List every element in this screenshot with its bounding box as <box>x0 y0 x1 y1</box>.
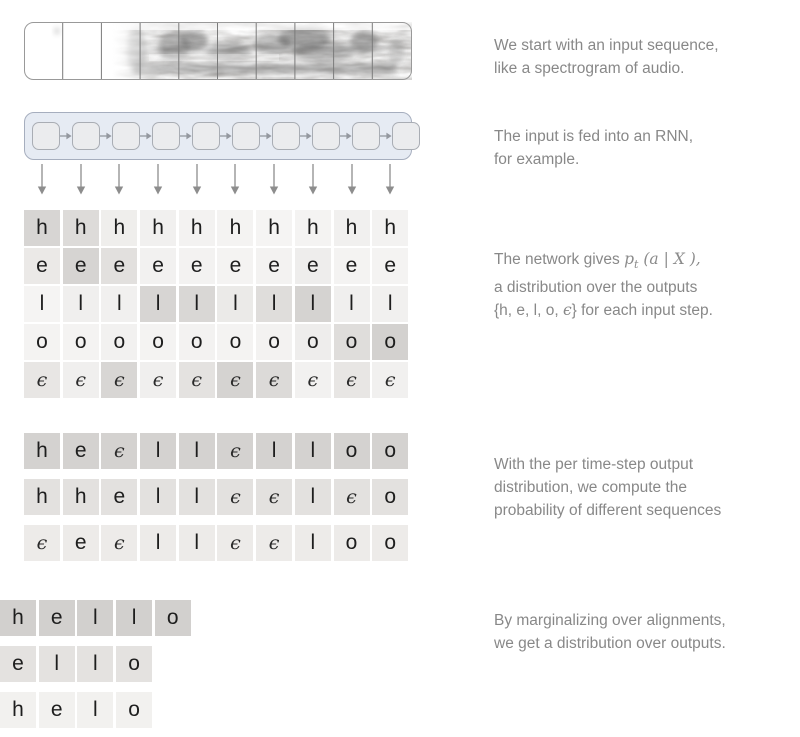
right-arrow-icon <box>140 131 152 141</box>
grid-cell-l: l <box>63 286 99 322</box>
grid-cell-o: o <box>63 324 99 360</box>
down-arrow <box>63 164 99 195</box>
rnn-container <box>24 112 412 160</box>
grid-cell-l: l <box>179 479 215 515</box>
grid-cell-epsilon: ϵ <box>256 479 292 515</box>
grid-cell-e: e <box>63 433 99 469</box>
right-arrow-icon <box>180 131 192 141</box>
grid-cell-l: l <box>334 286 370 322</box>
grid-cell-l: l <box>77 646 113 682</box>
grid-cell-h: h <box>140 210 176 246</box>
output-row-hello <box>0 600 191 636</box>
alignment-row-3 <box>24 525 408 561</box>
caption-line: probability of different sequences <box>494 502 722 519</box>
caption-line: a distribution over the outputs <box>494 279 698 297</box>
spectrogram-strip <box>24 22 412 80</box>
down-arrow-icon <box>229 164 241 195</box>
distribution-grid <box>24 210 408 398</box>
grid-cell-epsilon: ϵ <box>101 433 137 469</box>
grid-cell-h: h <box>24 210 60 246</box>
down-arrow <box>24 164 60 195</box>
down-arrow-icon <box>191 164 203 195</box>
grid-cell-o: o <box>101 324 137 360</box>
right-arrow-icon <box>380 131 392 141</box>
grid-cell-e: e <box>372 248 408 284</box>
down-arrow <box>334 164 370 195</box>
grid-cell-epsilon: ϵ <box>217 362 253 398</box>
grid-cell-h: h <box>372 210 408 246</box>
down-arrow-icon <box>113 164 125 195</box>
grid-cell-e: e <box>179 248 215 284</box>
distribution-row-h <box>24 210 408 246</box>
right-arrow-icon <box>340 131 352 141</box>
grid-cell-epsilon: ϵ <box>101 525 137 561</box>
down-arrow-icon <box>36 164 48 195</box>
grid-cell-epsilon: ϵ <box>217 433 253 469</box>
down-arrow <box>295 164 331 195</box>
grid-cell-o: o <box>217 324 253 360</box>
caption-line: we get a distribution over outputs. <box>494 635 726 652</box>
grid-cell-h: h <box>0 600 36 636</box>
right-arrow-icon <box>60 131 72 141</box>
grid-cell-o: o <box>24 324 60 360</box>
grid-cell-epsilon: ϵ <box>140 362 176 398</box>
down-arrow <box>256 164 292 195</box>
grid-cell-l: l <box>140 525 176 561</box>
grid-cell-l: l <box>295 433 331 469</box>
grid-cell-l: l <box>140 479 176 515</box>
epsilon-glyph: ϵ <box>562 301 572 320</box>
distribution-row-epsilon <box>24 362 408 398</box>
grid-cell-l: l <box>77 600 113 636</box>
down-arrows <box>24 164 408 195</box>
grid-cell-o: o <box>140 324 176 360</box>
grid-cell-h: h <box>0 692 36 728</box>
grid-cell-o: o <box>334 324 370 360</box>
down-arrow-icon <box>384 164 396 195</box>
rnn-cell <box>192 122 220 150</box>
right-arrow-icon <box>300 131 312 141</box>
output-row-ello <box>0 646 152 682</box>
grid-cell-epsilon: ϵ <box>217 525 253 561</box>
caption-sequences <box>494 453 794 522</box>
down-arrow <box>140 164 176 195</box>
down-arrow-icon <box>152 164 164 195</box>
grid-cell-h: h <box>63 479 99 515</box>
right-arrow-icon <box>220 131 232 141</box>
grid-cell-h: h <box>334 210 370 246</box>
caption-line: With the per time-step output <box>494 456 694 473</box>
down-arrow-icon <box>346 164 358 195</box>
caption-input <box>494 34 794 80</box>
grid-cell-epsilon: ϵ <box>179 362 215 398</box>
caption-line: By marginalizing over alignments, <box>494 612 726 629</box>
caption-distribution <box>494 248 794 322</box>
grid-cell-epsilon: ϵ <box>63 362 99 398</box>
grid-cell-l: l <box>39 646 75 682</box>
grid-cell-epsilon: ϵ <box>256 362 292 398</box>
right-arrow-icon <box>100 131 112 141</box>
grid-cell-o: o <box>116 692 152 728</box>
grid-cell-l: l <box>295 479 331 515</box>
right-arrow-icon <box>260 131 272 141</box>
grid-cell-h: h <box>179 210 215 246</box>
grid-cell-h: h <box>101 210 137 246</box>
caption-line: distribution, we compute the <box>494 479 687 496</box>
rnn-cell <box>72 122 100 150</box>
caption-line: for example. <box>494 151 580 168</box>
grid-cell-e: e <box>63 525 99 561</box>
grid-cell-l: l <box>217 286 253 322</box>
spectrogram-noise <box>114 22 412 76</box>
caption-line: The input is fed into an RNN, <box>494 128 694 145</box>
grid-cell-epsilon: ϵ <box>256 525 292 561</box>
grid-cell-l: l <box>256 433 292 469</box>
rnn-cell <box>272 122 300 150</box>
rnn-cell <box>152 122 180 150</box>
grid-cell-e: e <box>217 248 253 284</box>
grid-cell-epsilon: ϵ <box>334 362 370 398</box>
grid-cell-epsilon: ϵ <box>24 362 60 398</box>
grid-cell-l: l <box>372 286 408 322</box>
down-arrow <box>217 164 253 195</box>
grid-cell-h: h <box>295 210 331 246</box>
down-arrow <box>372 164 408 195</box>
down-arrow <box>179 164 215 195</box>
grid-cell-o: o <box>372 525 408 561</box>
grid-cell-e: e <box>0 646 36 682</box>
grid-cell-l: l <box>179 525 215 561</box>
grid-cell-h: h <box>256 210 292 246</box>
output-row-helo <box>0 692 152 728</box>
grid-cell-h: h <box>217 210 253 246</box>
down-arrow <box>101 164 137 195</box>
grid-cell-e: e <box>39 692 75 728</box>
grid-cell-epsilon: ϵ <box>334 479 370 515</box>
grid-cell-o: o <box>372 479 408 515</box>
grid-cell-h: h <box>63 210 99 246</box>
grid-cell-l: l <box>140 286 176 322</box>
grid-cell-e: e <box>101 248 137 284</box>
down-arrow-icon <box>75 164 87 195</box>
rnn-cell <box>312 122 340 150</box>
grid-cell-o: o <box>372 324 408 360</box>
caption-line: like a spectrogram of audio. <box>494 60 685 77</box>
grid-cell-l: l <box>101 286 137 322</box>
grid-cell-o: o <box>372 433 408 469</box>
grid-cell-o: o <box>256 324 292 360</box>
rnn-cell <box>352 122 380 150</box>
distribution-row-e <box>24 248 408 284</box>
grid-cell-o: o <box>334 433 370 469</box>
grid-cell-l: l <box>295 525 331 561</box>
grid-cell-o: o <box>295 324 331 360</box>
grid-cell-l: l <box>295 286 331 322</box>
caption-line: {h, e, l, o, ϵ} for each input step. <box>494 301 713 320</box>
grid-cell-epsilon: ϵ <box>217 479 253 515</box>
alignment-row-1 <box>24 433 408 469</box>
down-arrow-icon <box>268 164 280 195</box>
grid-cell-l: l <box>77 692 113 728</box>
grid-cell-l: l <box>140 433 176 469</box>
caption-marginalize <box>494 609 794 655</box>
grid-cell-e: e <box>101 479 137 515</box>
distribution-row-l <box>24 286 408 322</box>
grid-cell-o: o <box>179 324 215 360</box>
caption-line-math: The network gives $p_t$ (a | X ), <box>494 250 701 272</box>
caption-rnn <box>494 125 794 171</box>
grid-cell-epsilon: ϵ <box>101 362 137 398</box>
grid-cell-l: l <box>116 600 152 636</box>
grid-cell-l: l <box>24 286 60 322</box>
grid-cell-l: l <box>179 433 215 469</box>
grid-cell-o: o <box>334 525 370 561</box>
grid-cell-h: h <box>24 479 60 515</box>
grid-cell-e: e <box>256 248 292 284</box>
rnn-cell <box>232 122 260 150</box>
grid-cell-epsilon: ϵ <box>295 362 331 398</box>
rnn-cell <box>392 122 420 150</box>
grid-cell-e: e <box>24 248 60 284</box>
grid-cell-epsilon: ϵ <box>372 362 408 398</box>
grid-cell-h: h <box>24 433 60 469</box>
grid-cell-e: e <box>140 248 176 284</box>
grid-cell-l: l <box>256 286 292 322</box>
grid-cell-o: o <box>155 600 191 636</box>
distribution-row-o <box>24 324 408 360</box>
grid-cell-e: e <box>39 600 75 636</box>
alignment-row-2 <box>24 479 408 515</box>
grid-cell-e: e <box>334 248 370 284</box>
rnn-cell <box>112 122 140 150</box>
spectrogram-speckle <box>55 28 60 35</box>
caption-line: We start with an input sequence, <box>494 37 719 54</box>
rnn-cell <box>32 122 60 150</box>
grid-cell-epsilon: ϵ <box>24 525 60 561</box>
grid-cell-e: e <box>295 248 331 284</box>
grid-cell-o: o <box>116 646 152 682</box>
grid-cell-e: e <box>63 248 99 284</box>
grid-cell-l: l <box>179 286 215 322</box>
down-arrow-icon <box>307 164 319 195</box>
